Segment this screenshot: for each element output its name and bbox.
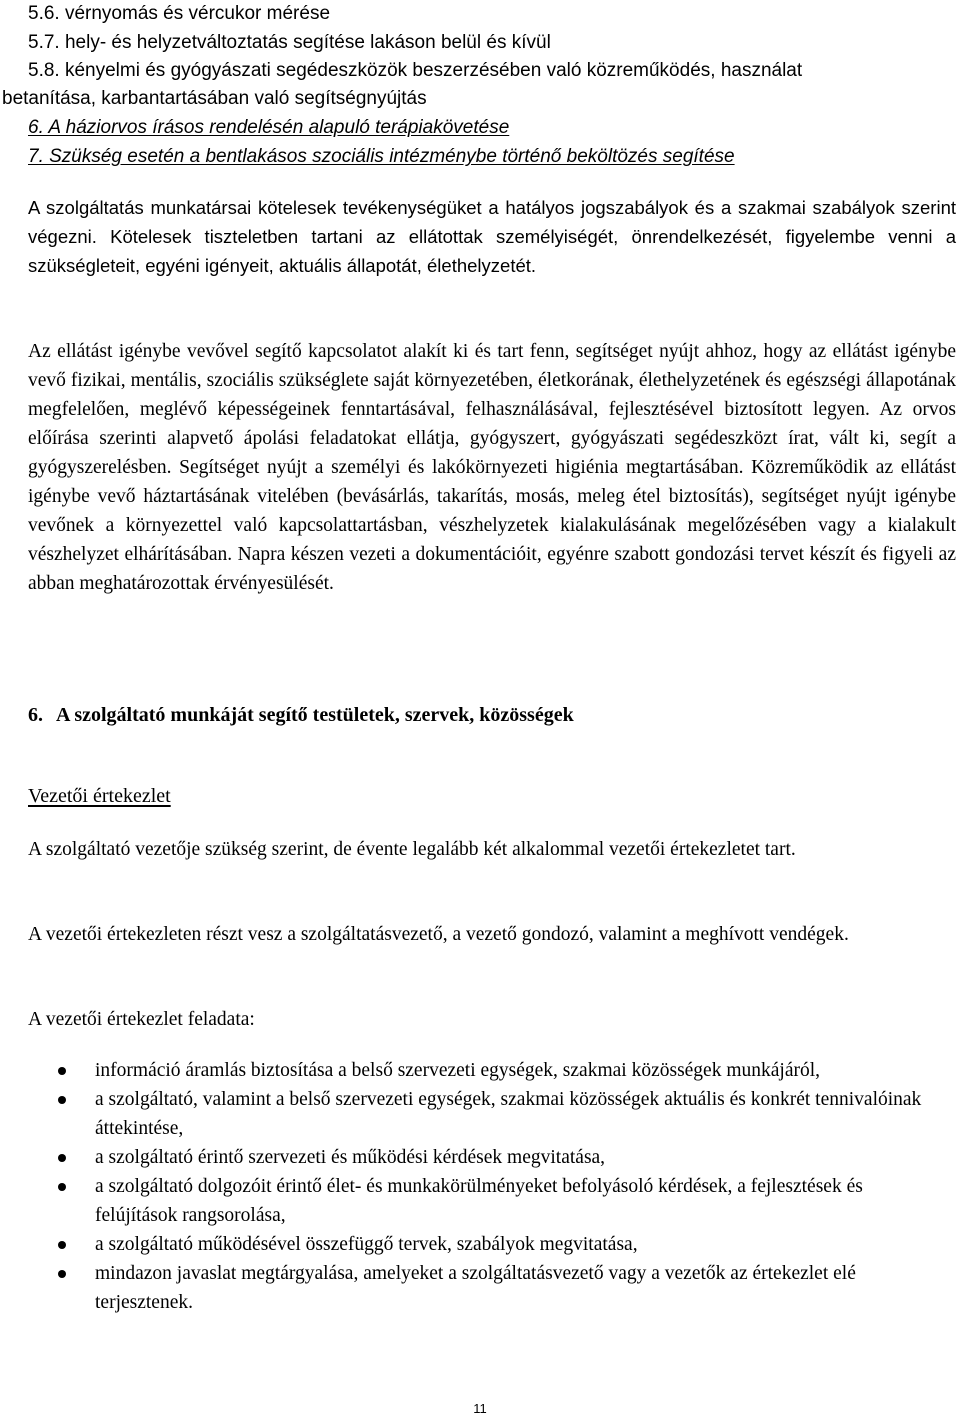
list-item: a szolgáltató működésével összefüggő tervek, szabályok megvitatása, — [0, 1230, 935, 1259]
section-heading — [28, 704, 574, 727]
list-item: mindazon javaslat megtárgyalása, amelyeket a szolgáltatásvezető vagy a vezetők az értekezlet elé terjesztenek. — [0, 1259, 935, 1317]
task-list — [0, 1056, 960, 1317]
list-item: információ áramlás biztosítása a belső szervezeti egységek, szakmai közösségek munkájáról, — [0, 1056, 935, 1085]
page-number: 11 — [473, 1401, 487, 1416]
meeting-paragraph-2: A vezetői értekezleten részt vesz a szolgáltatásvezető, a vezető gondozó, valamint a meghívott vendégek. — [28, 924, 849, 945]
list-item: a szolgáltató dolgozóit érintő élet- és munkakörülményeket befolyásoló kérdések, a fejlesztések és felújítások rangsorolása, — [0, 1172, 935, 1230]
list-item: 5.6. vérnyomás és vércukor mérése — [28, 3, 331, 24]
caregiver-paragraph: Az ellátást igénybe vevővel segítő kapcsolatot alakít ki és tart fenn, segítséget nyújt ahhoz, hogy az ellátást igénybe vevő fizikai, mentális, szociális szükséglete saját környezetében, életkorának, élethelyzetének és egészségi állapotának megfelelően, meglévő képességeinek fenntartásával, felhasználásával, fejlesztésével biztosított legyen. Az orvos előírása szerinti alapvető ápolási feladatokat ellátja, gyógyszert, gyógyászati segédeszközt írat, vált ki, segít a gyógyszerelésben. Segítséget nyújt a személyi és lakókörnyezeti higiénia megtartásában. Közreműködik az ellátást igénybe vevő háztartásának vitelében (bevásárlás, takarítás, mosás, meleg étel biztosítás), segítséget nyújt igénybe vevőnek a környezettel való kapcsolattartásban, vészhelyzetek kialakulásának megelőzésében vagy a kialakult vészhelyzet elhárításában. Napra készen vezeti a dokumentációit, egyénre szabott gondozási tervet készít és figyeli az abban meghatározottak érvényesülését. — [28, 341, 956, 594]
section-number: 6. — [28, 704, 43, 726]
staff-duties-paragraph: A szolgáltatás munkatársai kötelesek tevékenységüket a hatályos jogszabályok és a szakmai szabályok szerint végezni. Kötelesek tiszteletben tartani az ellátottak személyiségét, önrendelkezését, figyelembe venni a szükségleteit, egyéni igényeit, aktuális állapotát, élethelyzetét. — [28, 197, 956, 276]
list-item: 7. Szükség esetén a bentlakásos szociális intézménybe történő beköltözés segítése — [28, 146, 735, 167]
bullet-icon — [58, 1096, 66, 1104]
bullet-icon — [58, 1154, 66, 1162]
list-item: a szolgáltató, valamint a belső szervezeti egységek, szakmai közösségek aktuális és konkrét tennivalóinak áttekintése, — [0, 1085, 935, 1143]
bullet-icon — [58, 1270, 66, 1278]
bullet-icon — [58, 1241, 66, 1249]
list-item: a szolgáltató érintő szervezeti és működési kérdések megvitatása, — [0, 1143, 935, 1172]
list-item: 6. A háziorvos írásos rendelésén alapuló terápiakövetése — [28, 117, 510, 138]
list-item-continuation: betanítása, karbantartásában való segítségnyújtás — [2, 88, 427, 109]
bullet-icon — [58, 1183, 66, 1191]
section-title: A szolgáltató munkáját segítő testületek, szervek, közösségek — [56, 704, 574, 726]
list-item: 5.8. kényelmi és gyógyászati segédeszközök beszerzésében való közreműködés, használat — [28, 60, 803, 81]
bullet-icon — [58, 1067, 66, 1075]
list-item: 5.7. hely- és helyzetváltoztatás segítése lakáson belül és kívül — [28, 32, 551, 53]
subheading: Vezetői értekezlet — [28, 785, 171, 807]
meeting-paragraph-1: A szolgáltató vezetője szükség szerint, de évente legalább két alkalommal vezetői értekezletet tart. — [28, 839, 796, 860]
tasks-intro: A vezetői értekezlet feladata: — [28, 1009, 255, 1030]
